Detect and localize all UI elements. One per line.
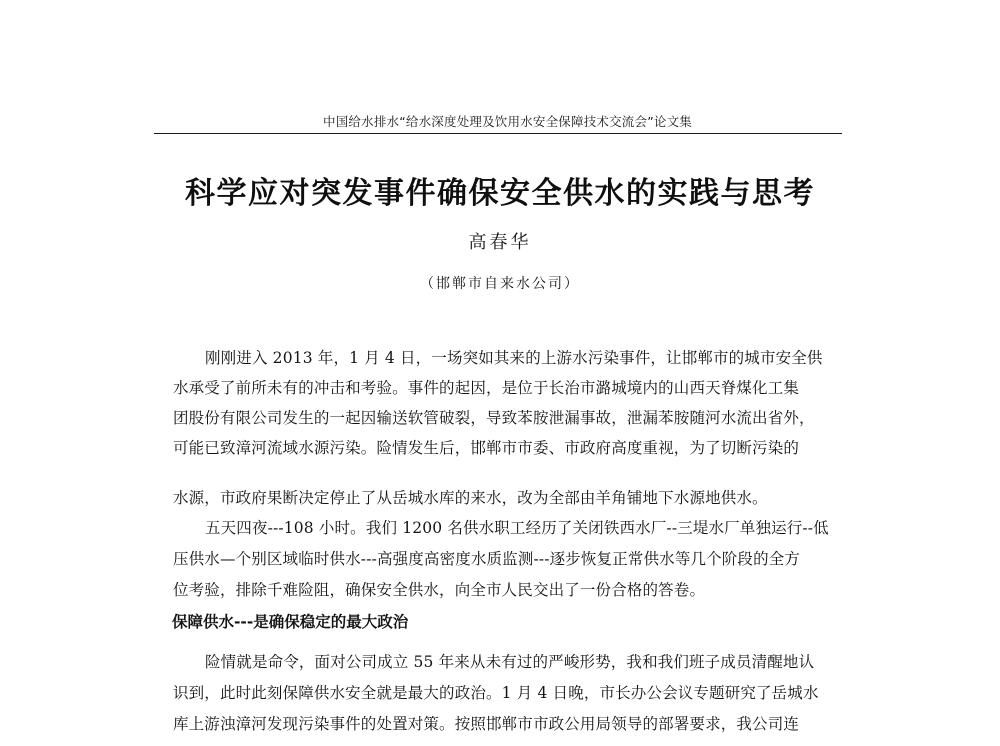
journal-header: 中国给水排水“给水深度处理及饮用水安全保障技术交流会”论文集 — [323, 114, 692, 129]
paragraph-3-line: 识到，此时此刻保障供水安全就是最大的政治。1 月 4 日晚，市长办公会议专题研究了岳城水 — [173, 684, 819, 702]
author-affiliation: （邯郸市自来水公司） — [420, 276, 580, 292]
paper-title: 科学应对突发事件确保安全供水的实践与思考 — [185, 176, 815, 211]
section-heading: 保障供水---是确保稳定的最大政治 — [172, 613, 409, 631]
paragraph-2-line: 位考验，排除千难险阻，确保安全供水，向全市人民交出了一份合格的答卷。 — [173, 581, 706, 599]
paragraph-2-line: 压供水—个别区域临时供水---高强度高密度水质监测---逐步恢复正常供水等几个阶段的全方 — [173, 550, 801, 568]
paragraph-2-line: 五天四夜---108 小时。我们 1200 名供水职工经历了关闭铁西水厂--三堤水厂单独运行--低 — [205, 519, 829, 537]
header-rule — [154, 133, 842, 134]
paragraph-1-line: 水承受了前所未有的冲击和考验。事件的起因，是位于长治市潞城境内的山西天脊煤化工集 — [173, 379, 800, 397]
paragraph-1-line: 可能已致漳河流域水源污染。险情发生后，邯郸市市委、市政府高度重视，为了切断污染的 — [173, 439, 800, 457]
paragraph-1-line: 团股份有限公司发生的一起因输送软管破裂，导致苯胺泄漏事故，泄漏苯胺随河水流出省外， — [173, 409, 815, 427]
paragraph-3-line: 库上游浊漳河发现污染事件的处置对策。按照邯郸市市政公用局领导的部署要求，我公司连 — [173, 715, 800, 733]
paragraph-1-line: 水源，市政府果断决定停止了从岳城水库的来水，改为全部由羊角铺地下水源地供水。 — [173, 489, 768, 507]
paragraph-3-line: 险情就是命令，面对公司成立 55 年来从未有过的严峻形势，我和我们班子成员清醒地认 — [205, 653, 815, 671]
author-name: 高春华 — [468, 232, 532, 253]
paragraph-1-line: 刚刚进入 2013 年，1 月 4 日，一场突如其来的上游水污染事件，让邯郸市的城市安全供 — [205, 349, 823, 367]
